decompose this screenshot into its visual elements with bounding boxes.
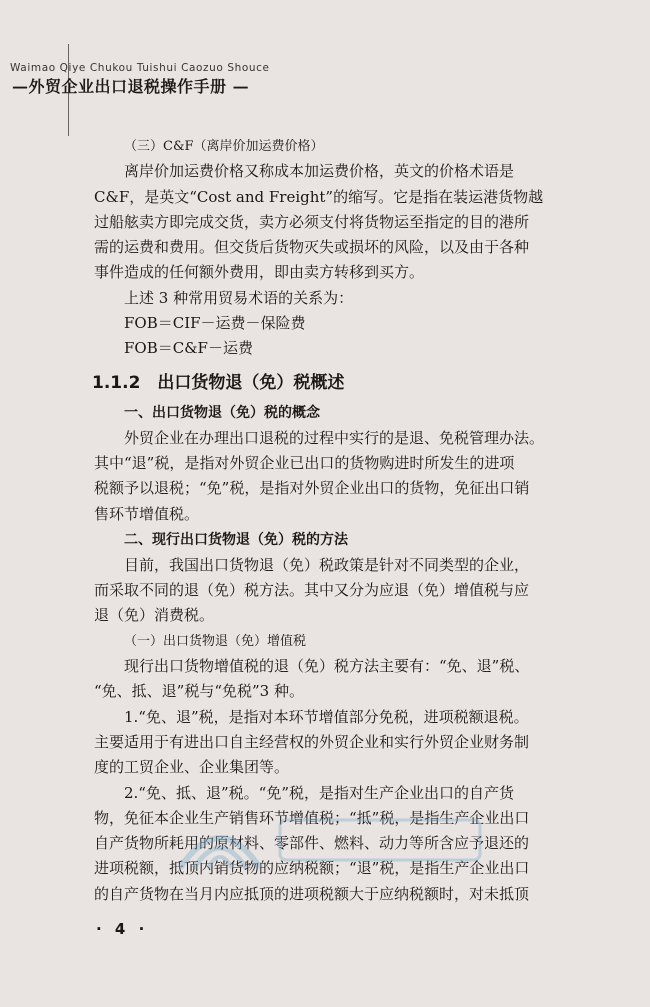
- paragraph-line: 需的运费和费用。但交货后货物灭失或损坏的风险，以及由于各种: [94, 238, 530, 257]
- paragraph-line: 其中“退”税，是指对外贸企业已出口的货物购进时所发生的进项: [94, 453, 515, 472]
- paragraph-line: 进项税额，抵顶内销货物的应纳税额；“退”税，是指生产企业出口: [94, 859, 530, 878]
- header-book-title: —外贸企业出口退税操作手册 —: [12, 77, 250, 96]
- paragraph-line: 1.“免、退”税，是指对本环节增值部分免税，进项税额退税。: [124, 707, 529, 726]
- paragraph-line: 税额予以退税；“免”税，是指对外贸企业出口的货物，免征出口销: [94, 479, 530, 498]
- paragraph-line: 离岸价加运费价格又称成本加运费价格，英文的价格术语是: [124, 162, 515, 181]
- formula-line: FOB＝CIF－运费－保险费: [124, 314, 306, 333]
- paragraph-line: 物，免征本企业生产销售环节增值税；“抵”税，是指生产企业出口: [94, 808, 530, 827]
- page-body: [94, 134, 564, 907]
- paragraph-line: 退（免）消费税。: [94, 606, 215, 625]
- section-title-1-1-2: 1.1.2 出口货物退（免）税概述: [92, 372, 345, 393]
- heading-concept: 一、出口货物退（免）税的概念: [124, 404, 320, 421]
- paragraph-line: C&F，是英文“Cost and Freight”的缩写。它是指在装运港货物越: [94, 187, 544, 206]
- paragraph-line: 过船舷卖方即完成交货，卖方必须支付将货物运至指定的目的港所: [94, 212, 530, 231]
- subsection-title-cf: （三）C&F（离岸价加运费价格）: [124, 139, 324, 154]
- page-number: · 4 ·: [96, 920, 149, 938]
- heading-methods: 二、现行出口货物退（免）税的方法: [124, 531, 348, 548]
- paragraph-line: 主要适用于有进出口自主经营权的外贸企业和实行外贸企业财务制: [94, 732, 530, 751]
- formula-line: FOB＝C&F－运费: [124, 339, 253, 358]
- header-pinyin: Waimao Qiye Chukou Tuishui Caozuo Shouce: [10, 62, 270, 74]
- subsection-title-vat: （一）出口货物退（免）增值税: [124, 633, 307, 649]
- paragraph-line: 而采取不同的退（免）税方法。其中又分为应退（免）增值税与应: [94, 581, 530, 600]
- running-header: [0, 44, 650, 144]
- paragraph-line: 度的工贸企业、企业集团等。: [94, 758, 290, 777]
- paragraph-line: 外贸企业在办理出口退税的过程中实行的是退、免税管理办法。: [124, 428, 545, 447]
- paragraph-line: 的自产货物在当月内应抵顶的进项税额大于应纳税额时，对未抵顶: [94, 884, 530, 903]
- paragraph-line: 上述 3 种常用贸易术语的关系为：: [124, 288, 354, 307]
- paragraph-line: 事件造成的任何额外费用，即由卖方转移到买方。: [94, 263, 425, 282]
- paragraph-line: 2.“免、抵、退”税。“免”税，是指对生产企业出口的自产货: [124, 783, 514, 802]
- paragraph-line: 售环节增值税。: [94, 504, 200, 523]
- watermark-logo: [160, 798, 500, 884]
- paragraph-line: 自产货物所耗用的原材料、零部件、燃料、动力等所含应予退还的: [94, 834, 530, 853]
- paragraph-line: 目前，我国出口货物退（免）税政策是针对不同类型的企业，: [124, 555, 530, 574]
- paragraph-line: 现行出口货物增值税的退（免）税方法主要有：“免、退”税、: [124, 657, 530, 676]
- paragraph-line: “免、抵、退”税与“免税”3 种。: [94, 682, 304, 701]
